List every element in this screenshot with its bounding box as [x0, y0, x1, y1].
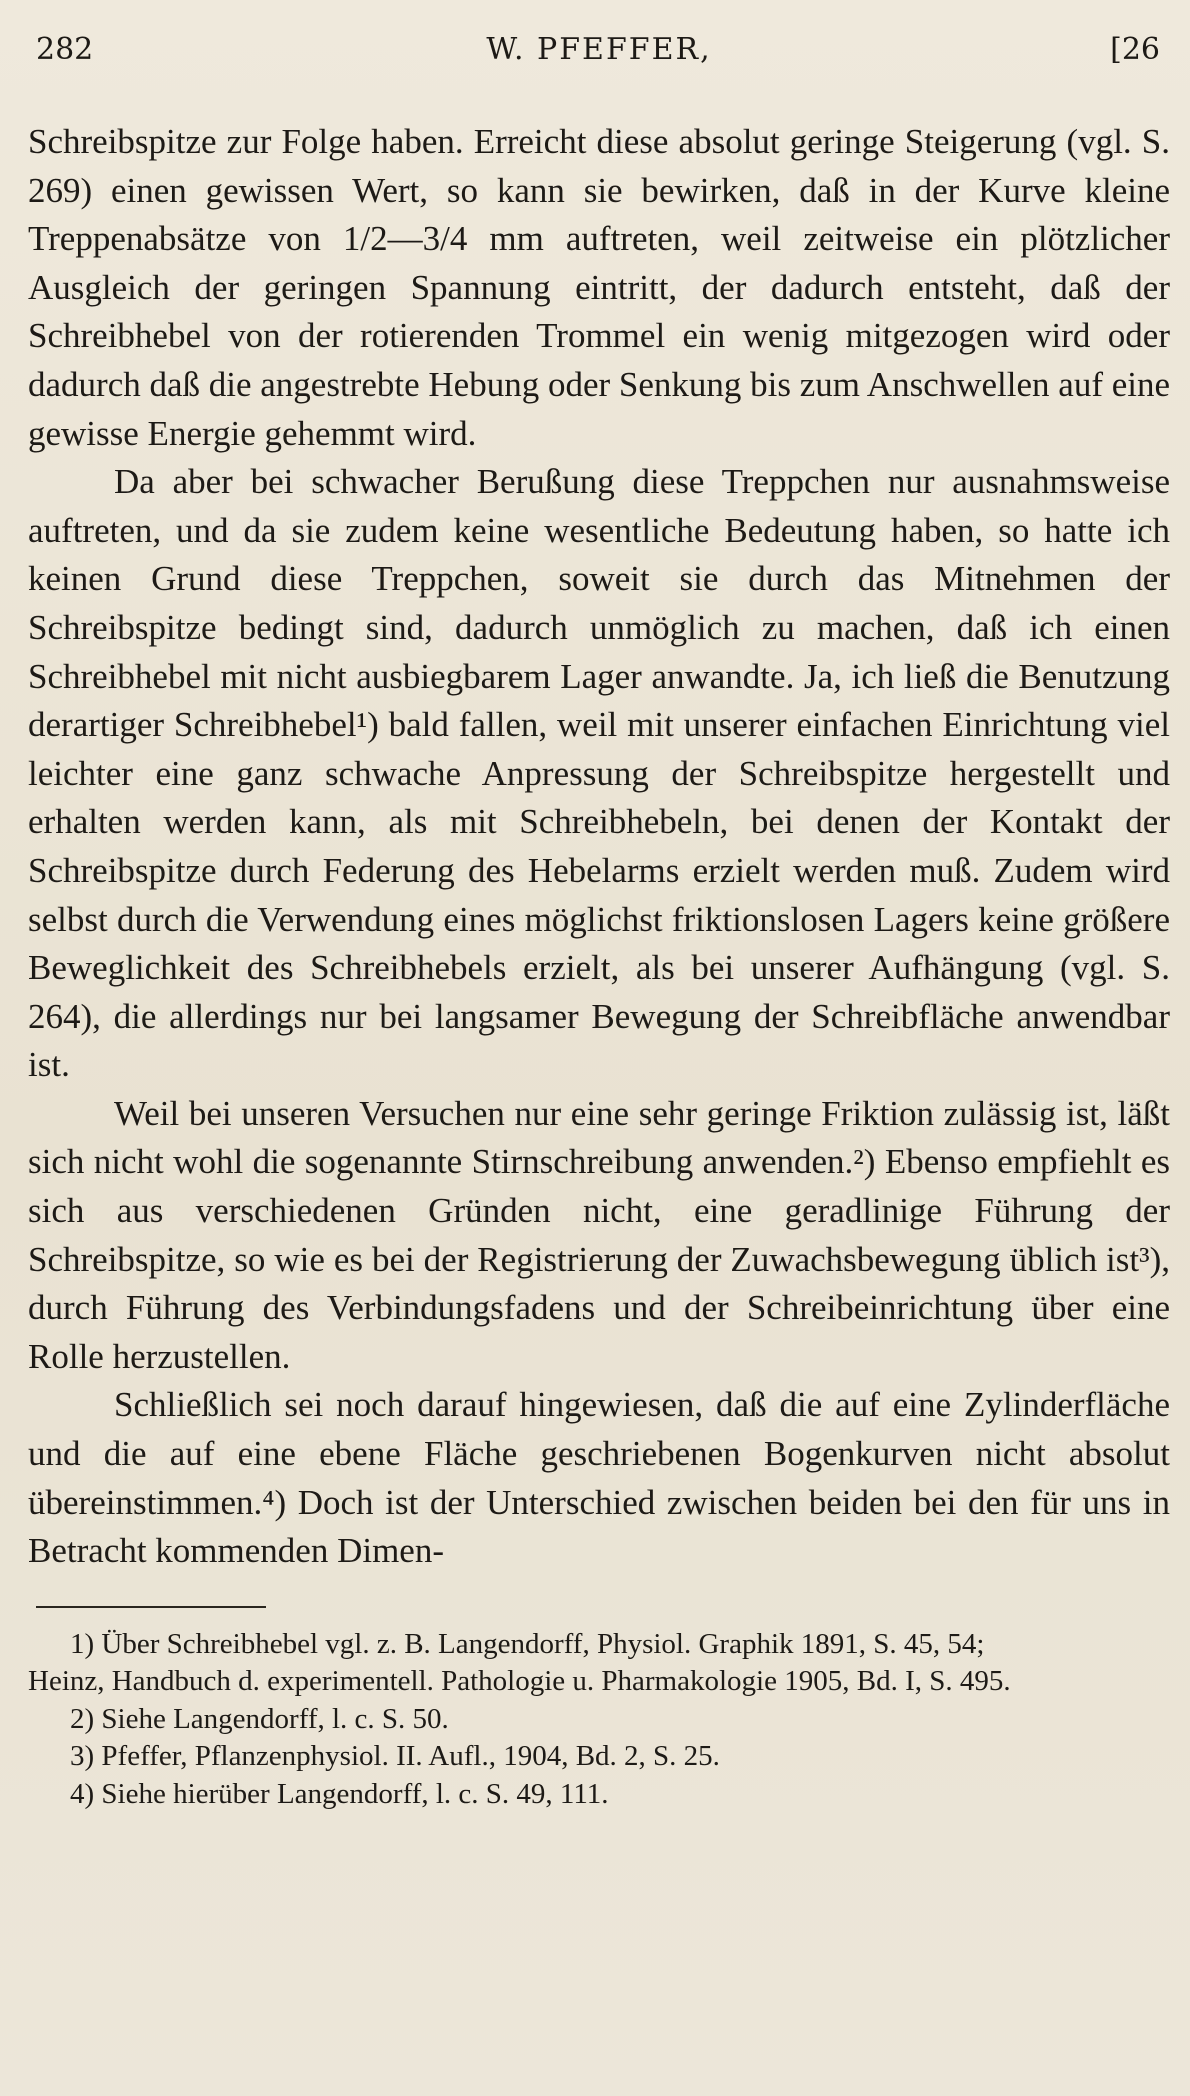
paragraph-2: Da aber bei schwacher Berußung diese Treppchen nur ausnahmsweise auftreten, und da sie zudem keine wesentliche Bedeutung haben, so hatte ich keinen Grund diese Treppchen, soweit sie durch das Mitnehmen der Schreibspitze bedingt sind, dadurch unmöglich zu machen, daß ich einen Schreibhebel mit nicht ausbiegbarem Lager anwandte. Ja, ich ließ die Benutzung derartiger Schreibhebel¹) bald fallen, weil mit unserer einfachen Einrichtung viel leichter eine ganz schwache Anpressung der Schreibspitze hergestellt und erhalten werden kann, als mit Schreibhebeln, bei denen der Kontakt der Schreibspitze durch Federung des Hebelarms erzielt werden muß. Zudem wird selbst durch die Verwendung eines möglichst friktionslosen Lagers keine größere Beweglichkeit des Schreibhebels erzielt, als bei unserer Aufhängung (vgl. S. 264), die allerdings nur bei langsamer Bewegung der Schreibfläche anwendbar ist.	[28, 462, 1170, 1085]
footnote-divider	[36, 1606, 266, 1608]
page-number: 282	[36, 32, 94, 67]
footnote-3: 3) Pfeffer, Pflanzenphysiol. II. Aufl., 1904, Bd. 2, S. 25.	[70, 1740, 720, 1773]
running-head-author: W. PFEFFER,	[486, 32, 712, 67]
paragraph-3: Weil bei unseren Versuchen nur eine sehr geringe Friktion zulässig ist, läßt sich nicht wohl die sogenannte Stirnschreibung anwenden.²) Ebenso empfiehlt es sich aus verschiedenen Gründen nicht, eine geradlinige Führung der Schreibspitze, so wie es bei der Registrierung der Zuwachsbewegung üblich ist³), durch Führung des Verbindungsfadens und der Schreibeinrichtung über eine Rolle herzustellen.	[28, 1093, 1170, 1376]
footnote-2: 2) Siehe Langendorff, l. c. S. 50.	[70, 1702, 449, 1735]
footnote-1: 1) Über Schreibhebel vgl. z. B. Langendorff, Physiol. Graphik 1891, S. 45, 54;	[70, 1627, 985, 1660]
footnotes	[28, 1626, 1170, 1814]
running-head	[28, 24, 1170, 76]
paragraph-1: Schreibspitze zur Folge haben. Erreicht diese absolut geringe Steigerung (vgl. S. 269) einen gewissen Wert, so kann sie bewirken, daß in der Kurve kleine Treppenabsätze von 1/2—3/4 mm auftreten, weil zeitweise ein plötzlicher Ausgleich der geringen Spannung eintritt, der dadurch entsteht, daß der Schreibhebel von der rotierenden Trommel ein wenig mitgezogen wird oder dadurch daß die angestrebte Hebung oder Senkung bis zum Anschwellen auf eine gewisse Energie gehemmt wird.	[28, 122, 1171, 453]
running-head-section-ref: [26	[1110, 32, 1160, 67]
footnote-1-continuation: Heinz, Handbuch d. experimentell. Pathologie u. Pharmakologie 1905, Bd. I, S. 495.	[28, 1665, 1011, 1698]
paragraph-4: Schließlich sei noch darauf hingewiesen, daß die auf eine Zylinderfläche und die auf eine ebene Fläche geschriebenen Bogenkurven nicht absolut übereinstimmen.⁴) Doch ist der Unterschied zwischen beiden bei den für uns in Betracht kommenden Dimen-	[28, 1385, 1170, 1571]
footnote-4: 4) Siehe hierüber Langendorff, l. c. S. 49, 111.	[70, 1777, 609, 1810]
body-text	[28, 118, 1170, 1576]
